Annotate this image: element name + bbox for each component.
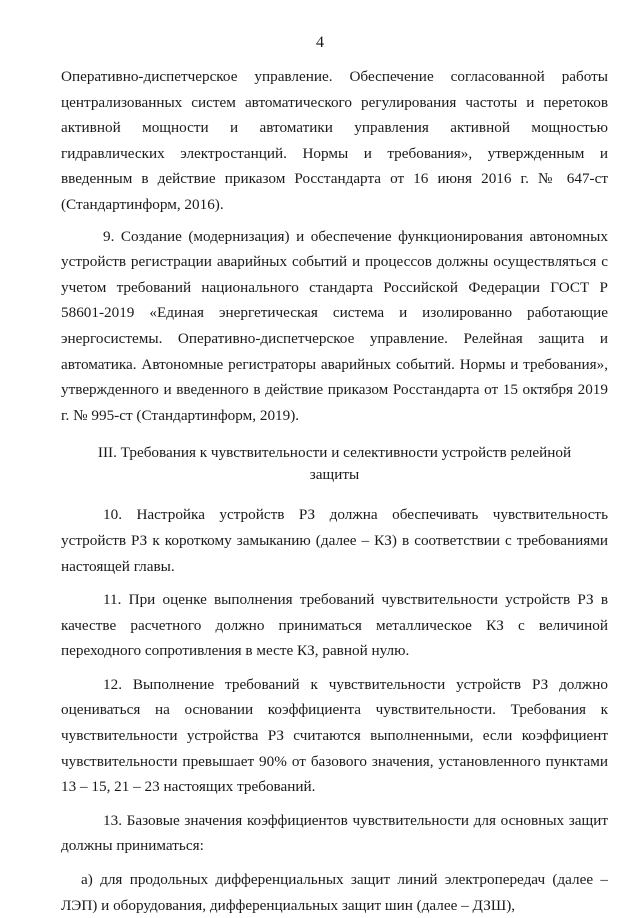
section-heading-iii: III. Требования к чувствительности и селективности устройств релейной защиты xyxy=(97,444,572,484)
page-number: 4 xyxy=(316,34,324,51)
paragraph-12: 12. Выполнение требований к чувствительности устройств РЗ должно оцениваться на основании коэффициента чувствительности. Требования к чувствительности устройства РЗ считаются выполненными, если коэффициент чувствительности превышает 90% от базового значения, установленного пунктами 13 – 15, 21 – 23 настоящих требований. xyxy=(61,675,608,796)
paragraph-13: 13. Базовые значения коэффициентов чувствительности для основных защит должны приниматься: xyxy=(61,811,608,855)
paragraph-13a: а) для продольных дифференциальных защит линий электропередач (далее – ЛЭП) и оборудования, дифференциальных защит шин (далее – ДЗШ), xyxy=(61,871,608,914)
paragraph-10: 10. Настройка устройств РЗ должна обеспечивать чувствительность устройств РЗ к короткому замыканию (далее – КЗ) в соответствии с требованиями настоящей главы. xyxy=(61,506,608,575)
document-body xyxy=(61,64,608,918)
paragraph-11: 11. При оценке выполнения требований чувствительности устройств РЗ в качестве расчетного должно приниматься металлическое КЗ с величиной переходного сопротивления в месте КЗ, равной нулю. xyxy=(61,591,608,660)
paragraph-9: 9. Создание (модернизация) и обеспечение функционирования автономных устройств регистрации аварийных событий и процессов должны осуществляться с учетом требований национального стандарта Российской Федерации ГОСТ Р 58601-2019 «Единая энергетическая система и изолированно работающие энергосистемы. Оперативно-диспетчерское управление. Релейная защита и автоматика. Автономные регистраторы аварийных событий. Нормы и требования», утвержденного и введенного в действие приказом Росстандарта от 15 октября 2019 г. № 995-ст (Стандартинформ, 2019). xyxy=(61,227,608,424)
paragraph-continuation: Оперативно-диспетчерское управление. Обеспечение согласованной работы централизованных систем автоматического регулирования частоты и перетоков активной мощности и автоматики управления активной мощностью гидравлических электростанций. Нормы и требования», утвержденным и введенным в действие приказом Росстандарта от 16 июня 2016 г. № 647-ст (Стандартинформ, 2016). xyxy=(61,68,608,213)
